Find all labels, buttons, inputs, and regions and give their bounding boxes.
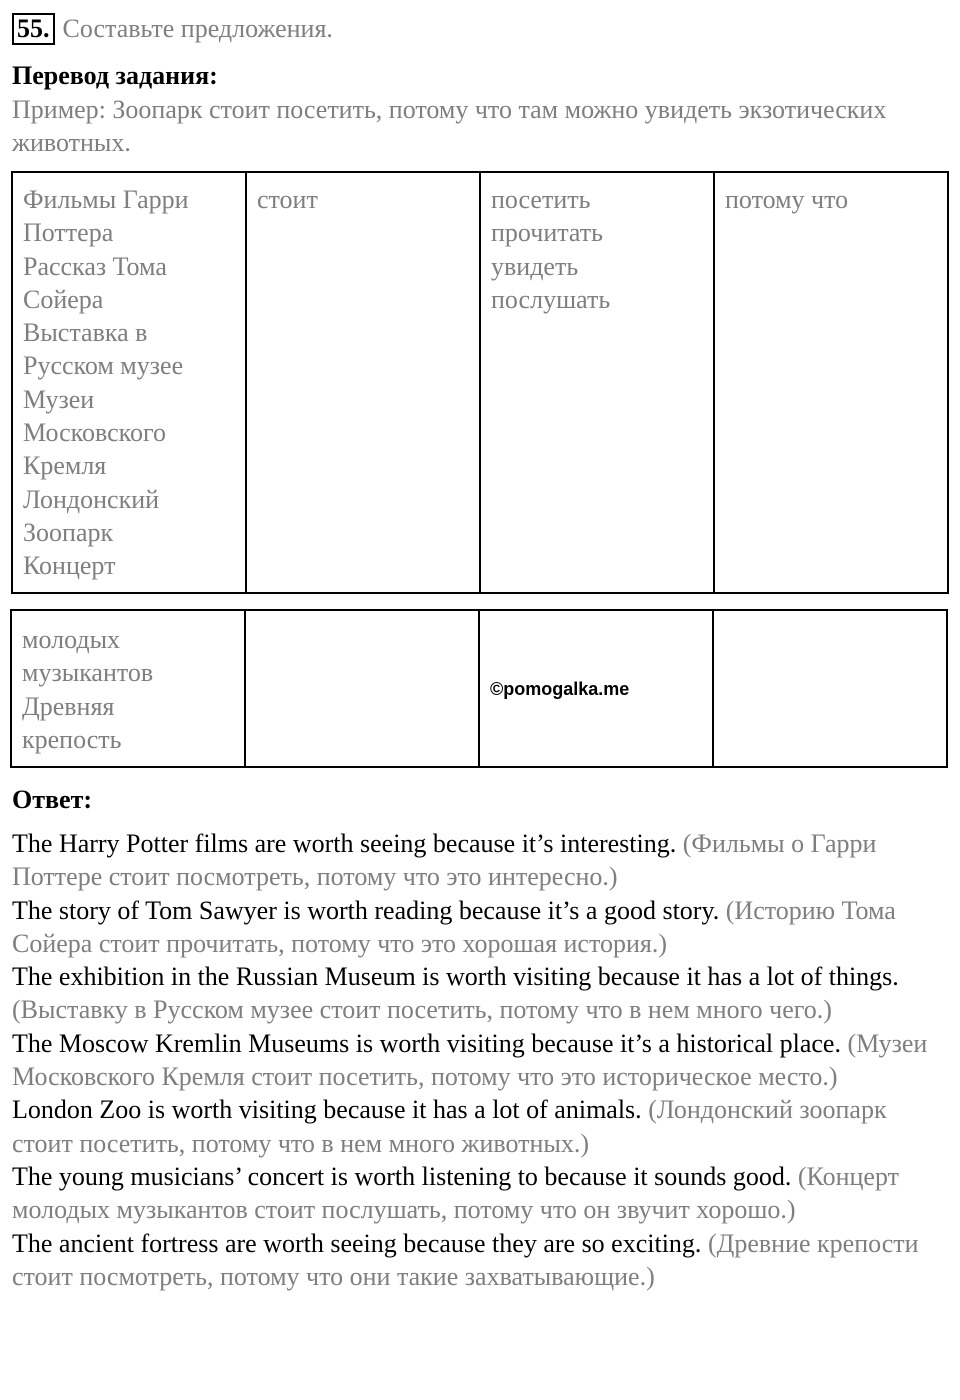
table-cell-subjects [12,172,246,593]
task-title: Составьте предложения. [62,14,333,43]
table-row [11,610,947,767]
translation-example: Пример: Зоопарк стоит посетить, потому что там можно увидеть экзотических животных. [12,95,887,157]
answer-item [12,1027,948,1094]
translation-heading: Перевод задания: [12,61,218,90]
subject-item: Лондонский [23,484,160,514]
reason-item: потому что [725,185,849,214]
task-number: 55. [12,13,55,45]
subject-item: Концерт [23,551,116,581]
subject-item: Фильмы Гарри [23,185,189,214]
answer-russian: (Фильмы о Гарри Поттере стоит посмотреть, потому что это интересно.) [12,829,877,892]
action-item: увидеть [491,251,579,281]
answer-russian: (Древние крепости стоит посмотреть, потому что они такие захватывающие.) [12,1228,919,1291]
table-row [12,172,948,593]
subject-item: Музеи [23,384,95,414]
answer-english: The Moscow Kremlin Museums is worth visiting because it’s a historical place. [12,1028,841,1058]
subject-item: Выставка в [23,318,148,348]
answer-heading: Ответ: [12,785,93,814]
answer-russian: (Историю Тома Сойера стоит прочитать, потому что это хорошая история.) [12,895,896,958]
subject-item: Поттера [23,218,114,248]
phrase-table-continued [10,609,948,768]
action-item: послушать [491,284,611,314]
answer-english: The story of Tom Sawyer is worth reading because it’s a good story. [12,895,720,925]
table-cell-verb [246,172,480,593]
verb-item: стоит [257,185,318,214]
answer-russian: (Музеи Московского Кремля стоит посетить, потому что это историческое место.) [12,1028,928,1092]
answer-item [12,1093,948,1160]
table-cell-empty [713,610,947,767]
answer-russian: (Лондонский зоопарк стоит посетить, потому что в нем много животных.) [12,1095,887,1158]
answer-russian: (Концерт молодых музыкантов стоит послушать, потому что он звучит хорошо.) [12,1161,899,1225]
table-cell-watermark [479,610,713,767]
answer-english: London Zoo is worth visiting because it has a lot of animals. [12,1095,642,1125]
answer-english: The young musicians’ concert is worth listening to because it sounds good. [12,1161,792,1191]
subject-item: крепость [22,724,122,754]
table-cell-reason [714,172,948,593]
phrase-table [11,171,949,594]
action-item: посетить [491,185,591,214]
answer-english: The Harry Potter films are worth seeing because it’s interesting. [12,829,677,858]
subject-item: Русском музее [23,351,184,381]
answer-item [12,1227,948,1294]
answer-item [12,1160,948,1227]
answer-russian: (Выставку в Русском музее стоит посетить, потому что в нем много чего.) [12,995,832,1025]
answer-english: The ancient fortress are worth seeing because they are so exciting. [12,1228,702,1258]
table-cell-empty [245,610,479,767]
answer-item [12,894,948,961]
subject-item: Рассказ Тома [23,251,167,281]
subject-item: музыкантов [22,658,154,688]
subject-item: Кремля [23,451,107,481]
task-header [12,12,333,46]
action-item: прочитать [491,218,603,248]
subject-item: молодых [22,625,121,654]
subject-item: Зоопарк [23,517,114,547]
watermark: ©pomogalka.me [490,679,630,700]
answer-item [12,827,948,894]
answer-item [12,960,948,1027]
subject-item: Древняя [22,691,115,721]
table-cell-actions [480,172,714,593]
answer-english: The exhibition in the Russian Museum is worth visiting because it has a lot of things. [12,962,899,992]
subject-item: Сойера [23,284,104,314]
table-cell-subjects [11,610,245,767]
answer-list [12,827,948,1293]
subject-item: Московского [23,418,166,448]
